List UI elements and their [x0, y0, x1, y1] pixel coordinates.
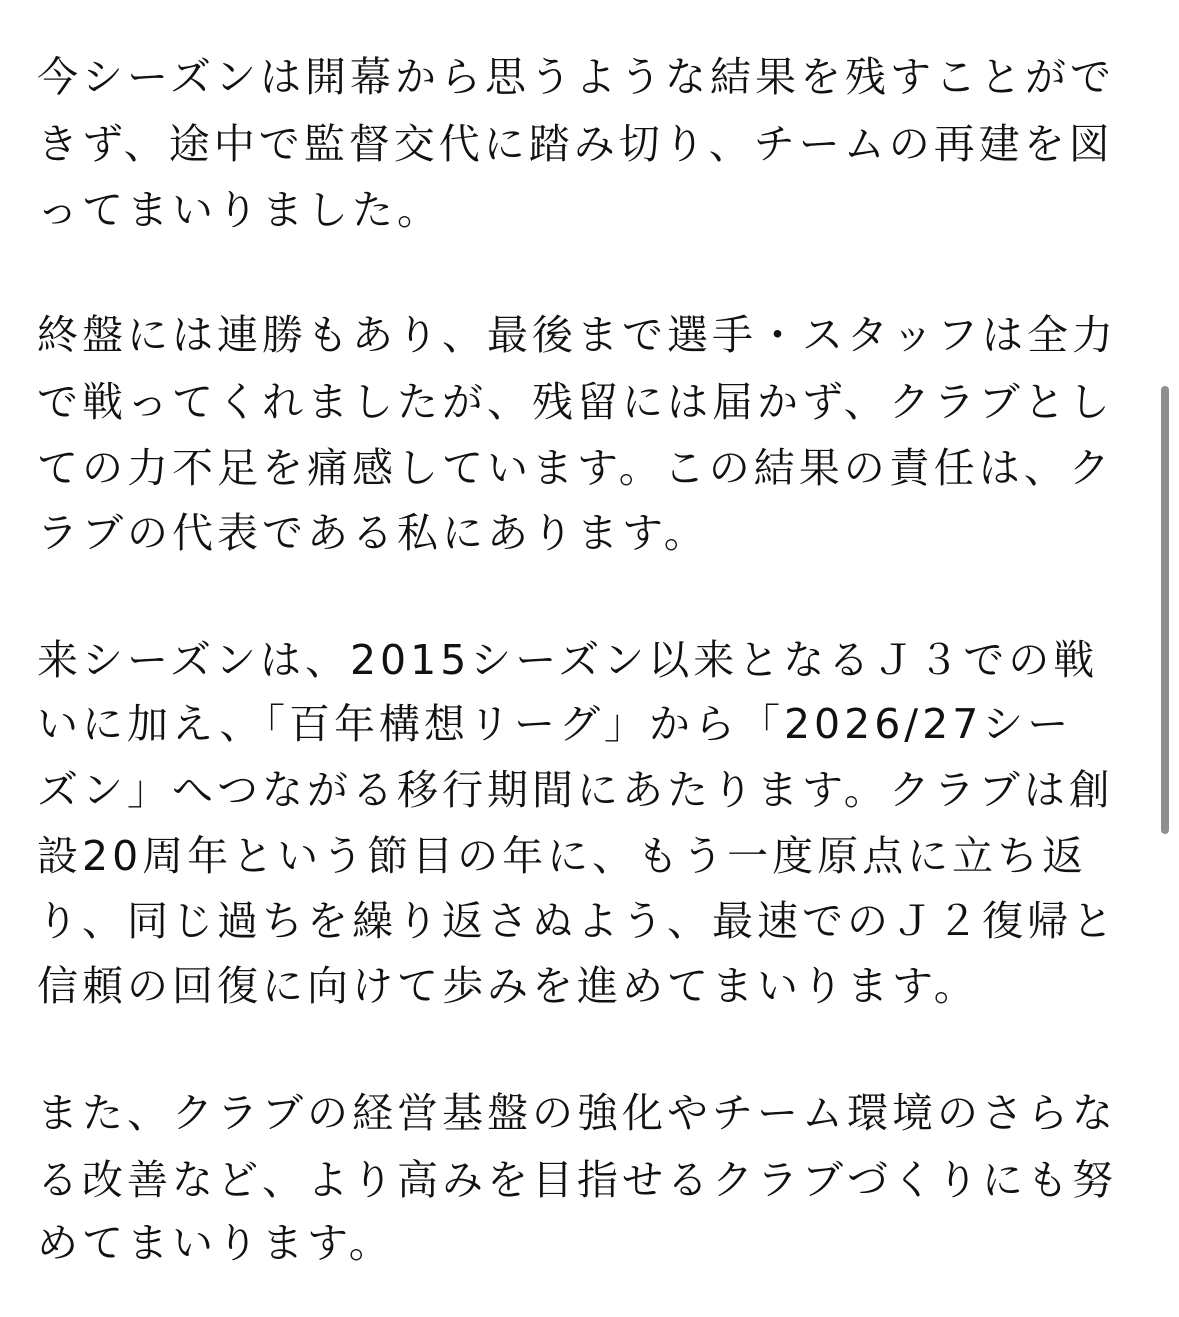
- paragraph-3-line-4: 設20周年という節目の年に、もう一度原点に立ち返: [37, 832, 1088, 880]
- paragraph-4-line-3: めてまいります。: [37, 1219, 394, 1267]
- paragraph-2-line-2: で戦ってくれましたが、残留には届かず、クラブとし: [37, 378, 1114, 426]
- paragraph-2-line-3: ての力不足を痛感しています。この結果の責任は、ク: [37, 444, 1114, 492]
- paragraph-1-line-1: 今シーズンは開幕から思うような結果を残すことがで: [37, 53, 1115, 101]
- paragraph-3-line-5: り、同じ過ちを繰り返さぬよう、最速でのＪ２復帰と: [37, 897, 1117, 945]
- paragraph-4-line-2: る改善など、より高みを目指せるクラブづくりにも努: [37, 1156, 1117, 1204]
- paragraph-2-line-4: ラブの代表である私にあります。: [37, 509, 709, 557]
- paragraph-3-line-1: 来シーズンは、2015シーズン以来となるＪ３での戦: [37, 636, 1099, 684]
- paragraph-3-line-2: いに加え、「百年構想リーグ」から「2026/27シー: [37, 700, 1073, 748]
- paragraph-3-line-3: ズン」へつながる移行期間にあたります。クラブは創: [37, 766, 1114, 814]
- paragraph-3-line-6: 信頼の回復に向けて歩みを進めてまいります。: [37, 962, 979, 1010]
- paragraph-4-line-1: また、クラブの経営基盤の強化やチーム環境のさらな: [37, 1089, 1117, 1137]
- paragraph-1-line-3: ってまいりました。: [37, 186, 442, 234]
- vertical-scrollbar[interactable]: [1161, 386, 1169, 834]
- paragraph-2-line-1: 終盤には連勝もあり、最後まで選手・スタッフは全力: [37, 311, 1117, 359]
- paragraph-1-line-2: きず、途中で監督交代に踏み切り、チームの再建を図: [37, 120, 1114, 168]
